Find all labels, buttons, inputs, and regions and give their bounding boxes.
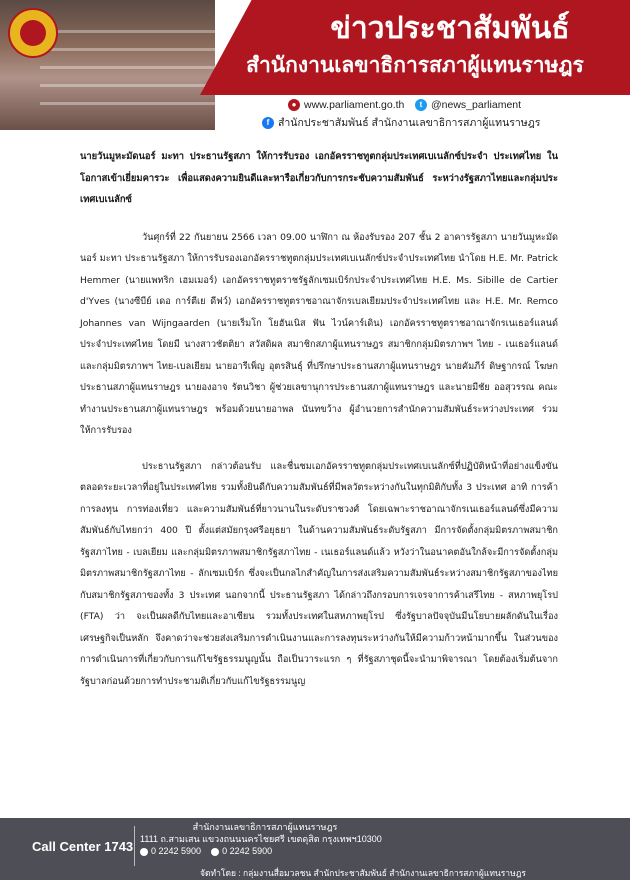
- phone-icon: [140, 848, 148, 856]
- footer-divider: [134, 826, 135, 870]
- footer-credit-bar: [0, 866, 630, 880]
- footer-credit: จัดทำโดย : กลุ่มงานสื่อมวลชน สำนักประชาสัมพันธ์ สำนักงานเลขาธิการสภาผู้แทนราษฎร: [200, 868, 526, 878]
- fax-icon: [211, 848, 219, 856]
- page-subtitle: สำนักงานเลขาธิการสภาผู้แทนราษฎร: [246, 54, 584, 77]
- facebook-contact: [262, 114, 540, 130]
- website-link[interactable]: www.parliament.go.th: [304, 99, 405, 111]
- fax-number: 0 2242 5900: [222, 846, 273, 856]
- globe-icon: ●: [288, 99, 300, 111]
- parliament-emblem-icon: [8, 8, 58, 58]
- page-header: [0, 0, 630, 130]
- facebook-page[interactable]: สำนักประชาสัมพันธ์ สำนักงานเลขาธิการสภาผู้แทนราษฎร: [278, 117, 541, 129]
- phone-number[interactable]: 0 2242 5900: [151, 846, 202, 856]
- twitter-handle[interactable]: @news_parliament: [431, 99, 522, 111]
- twitter-icon: t: [415, 99, 427, 111]
- footer-address: 1111 ถ.สามเสน แขวงถนนนครไชยศรี เขตดุสิต กรุงเทพฯ10300: [140, 834, 382, 844]
- page-title: ข่าวประชาสัมพันธ์: [330, 12, 570, 45]
- call-center[interactable]: Call Center 1743: [32, 839, 134, 854]
- article-body: [80, 146, 558, 692]
- footer-address-block: [140, 821, 390, 857]
- website-contact: [288, 99, 404, 111]
- headline-line: ระหว่างรัฐสภาไทยและกลุ่มประเทศเบเนลักซ์: [80, 172, 558, 205]
- headline-line: ประเทศไทย ในโอกาสเข้าเยี่ยมคารวะ เพื่อแสดงความยินดีและหารือเกี่ยวกับการกระชับความสัมพันธ์: [80, 151, 559, 184]
- facebook-icon: f: [262, 117, 274, 129]
- headline-line: นายวันมูหะมัดนอร์ มะทา ประธานรัฐสภา ให้การรับรอง เอกอัครราชทูตกลุ่มประเทศเบเนลักซ์ประจำ: [80, 151, 488, 162]
- footer-phones: [140, 845, 390, 857]
- twitter-contact: [415, 99, 521, 111]
- article-headline: [80, 146, 558, 211]
- article-paragraph-2: ประธานรัฐสภา กล่าวต้อนรับ และชื่นชมเอกอัครราชทูตกลุ่มประเทศเบเนลักซ์ที่ปฏิบัติหน้าที่อย่างแข็งขันตลอดระยะเวลาที่อยู่ในประเทศไทย รวมทั้งยินดีกับความสัมพันธ์ที่มีพลวัตระหว่างกันในทุกมิติกับทั้ง 3 ประเทศ อาทิ การค้าการลงทุน การท่องเที่ยว และความสัมพันธ์ที่ยาวนานในระดับราชวงศ์ โดยเฉพาะราชอาณาจักรเนเธอร์แลนด์ซึ่งมีความสัมพันธ์กับไทยกว่า 400 ปี ตั้งแต่สมัยกรุงศรีอยุธยา ในด้านความสัมพันธ์ระดับรัฐสภา มีการจัดตั้งกลุ่มมิตรภาพสมาชิกรัฐสภาไทย - เบลเยียม และกลุ่มมิตรภาพสมาชิกรัฐสภาไทย - เนเธอร์แลนด์แล้ว หวังว่าในอนาคตอันใกล้จะมีการจัดตั้งกลุ่มมิตรภาพสมาชิกรัฐสภาไทย - ลักเซมเบิร์ก ซึ่งจะเป็นกลไกสำคัญในการส่งเสริมความสัมพันธ์ระหว่างสมาชิกรัฐสภาของไทยกับสมาชิกรัฐสภาของทั้ง 3 ประเทศ นอกจากนี้ ประธานรัฐสภา ได้กล่าวถึงกรอบการเจรจาการค้าเสรีไทย - สหภาพยุโรป (FTA) ว่า จะเป็นผลดีกับไทยและอาเซียน รวมทั้งประเทศในสหภาพยุโรป ซึ่งรัฐบาลปัจจุบันมีนโยบายผลักดันในเรื่องเศรษฐกิจเป็นหลัก จึงคาดว่าจะช่วยส่งเสริมการดำเนินงานและการลงทุนระหว่างกันให้มีความก้าวหน้ามากขึ้น ในส่วนของการดำเนินการที่เกี่ยวกับการแก้ไขรัฐธรรมนูญนั้น ถือเป็นวาระแรก ๆ ที่รัฐสภาชุดนี้จะนำมาพิจารณา โดยต้องเริ่มต้นจากรัฐบาลก่อนด้วยการทำประชามติเกี่ยวกับแก้ไขรัฐธรรมนูญ: [80, 460, 558, 687]
- article-paragraph-1: วันศุกร์ที่ 22 กันยายน 2566 เวลา 09.00 นาฬิกา ณ ห้องรับรอง 207 ชั้น 2 อาคารรัฐสภา นายวันมูหะมัดนอร์ มะทา ประธานรัฐสภา ให้การรับรองเอกอัครราชทูตกลุ่มประเทศเบเนลักซ์ประจำประเทศไทย นำโดย H.E. Mr. Patrick Hemmer (นายแพทริก เฮมเมอร์) เอกอัครราชทูตราชรัฐลักเซมเบิร์กประจำประเทศไทย H.E. Ms. Sibille de Cartier d'Yves (นางซีบีย์ เดอ การ์ตีเย ดีฟว์) เอกอัครราชทูตราชอาณาจักรเบลเยียมประจำประเทศไทย และ H.E. Mr. Remco Johannes van Wijngaarden (นายเร็มโก โยฮันเนิส ฟัน ไวน์คาร์เดิน) เอกอัครราชทูตราชอาณาจักรเนเธอร์แลนด์ ประจำประเทศไทย โดยมี นางสาวชัตติยา สวัสดิผล สมาชิกสภาผู้แทนราษฎร สมาชิกกลุ่มมิตรภาพฯ ไทย - เนเธอร์แลนด์และกลุ่มมิตรภาพฯ ไทย-เบลเยียม นายอารีเพ็ญ อุตรสินธุ์ ที่ปรึกษาประธานสภาผู้แทนราษฎร นายคัมภีร์ ดิษฐากรณ์ โฆษกประธานสภาผู้แทนราษฎร นายองอาจ รัตนวิชา ผู้ช่วยเลขานุการประธานสภาผู้แทนราษฎร และนายมีชัย ออสุวรรณ คณะทำงานประธานสภาผู้แทนราษฎร พร้อมด้วยนายอาพล นันทขว้าง ผู้อำนวยการสำนักความสัมพันธ์ระหว่างประเทศ ร่วมให้การรับรอง: [80, 231, 558, 436]
- footer-office-name: สำนักงานเลขาธิการสภาผู้แทนราษฎร: [192, 822, 338, 832]
